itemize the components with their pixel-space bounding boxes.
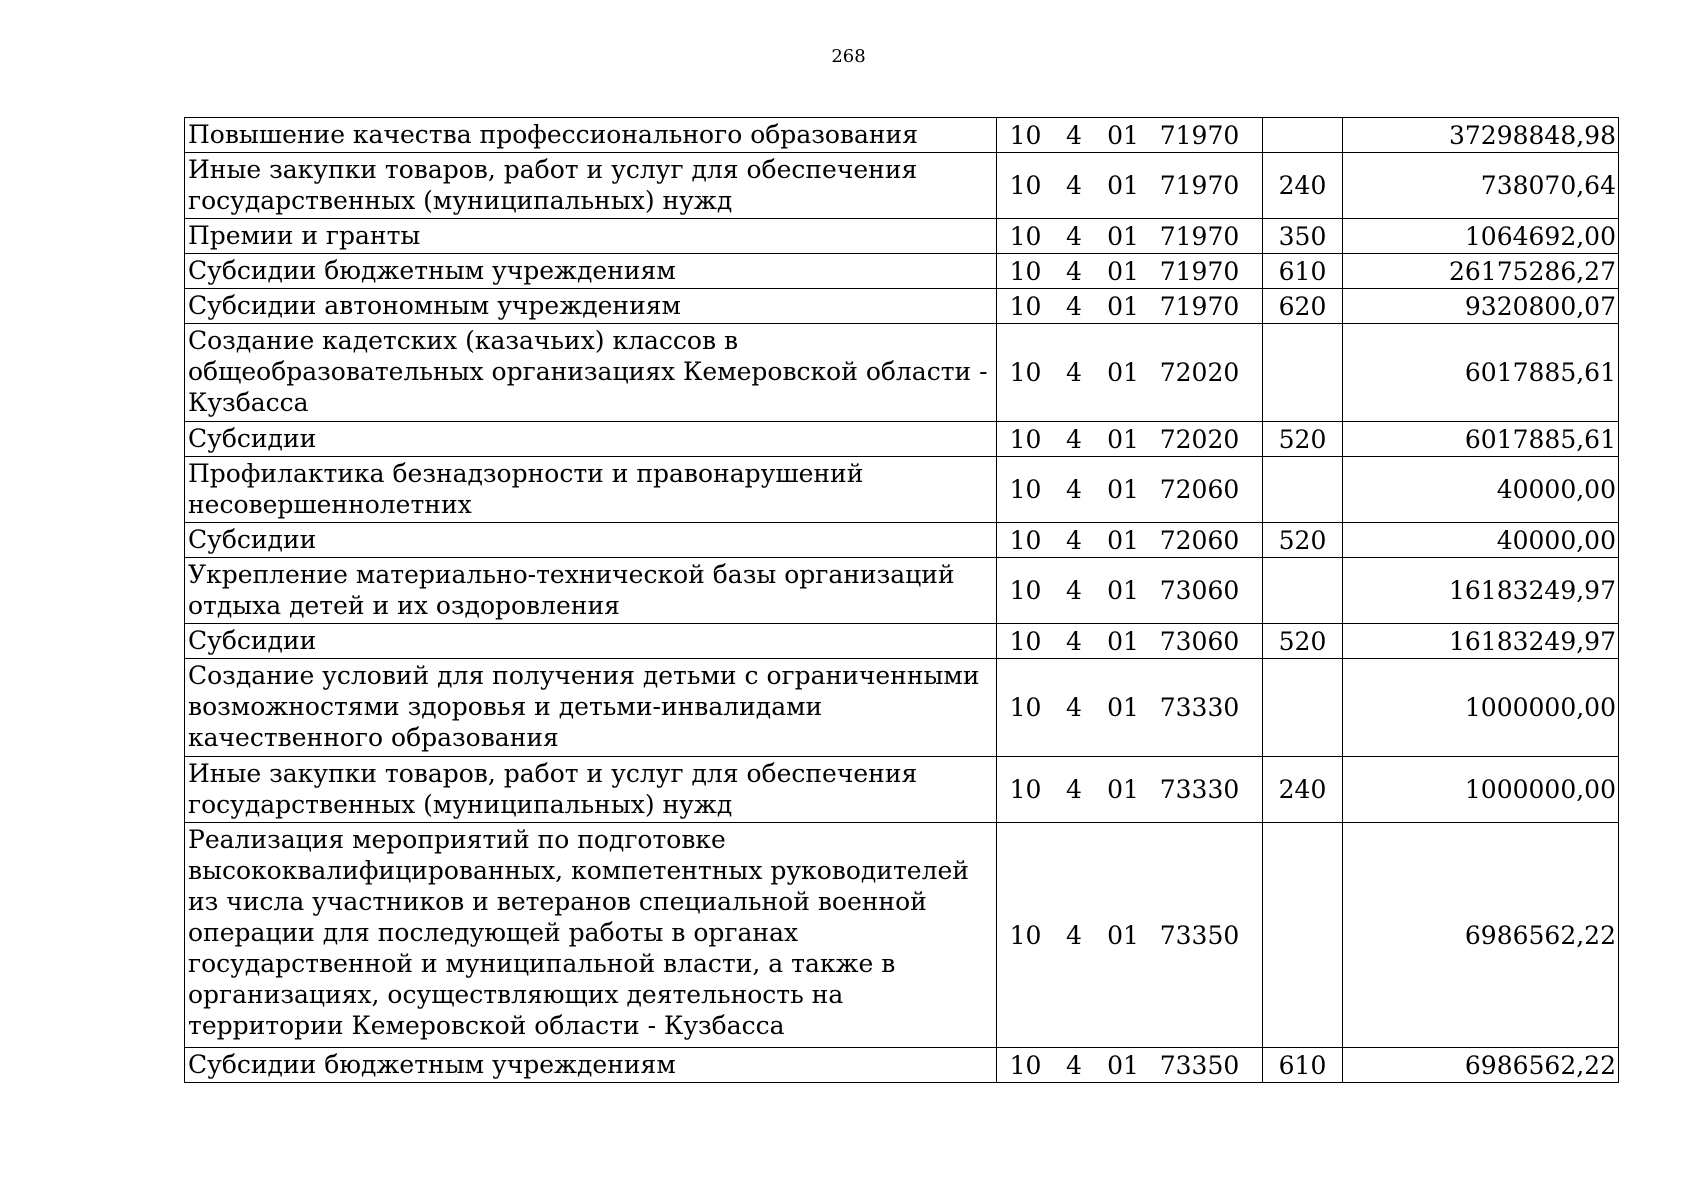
table-row — [185, 289, 1619, 324]
code-program: 4 — [1066, 775, 1082, 804]
code-direction: 73350 — [1159, 1050, 1240, 1080]
row-codes — [997, 289, 1263, 324]
row-amount: 1000000,00 — [1343, 659, 1619, 757]
row-codes — [997, 624, 1263, 659]
row-expense-type: 610 — [1263, 254, 1343, 289]
row-codes — [997, 523, 1263, 558]
row-name: Субсидии бюджетным учреждениям — [185, 1048, 997, 1083]
row-codes — [997, 422, 1263, 457]
row-amount: 37298848,98 — [1343, 118, 1619, 153]
row-amount: 16183249,97 — [1343, 558, 1619, 624]
code-section: 10 — [1009, 358, 1042, 387]
row-name: Создание кадетских (казачьих) классов в общеобразовательных организациях Кемеровской области - Кузбасса — [185, 324, 997, 422]
row-name: Субсидии автономным учреждениям — [185, 289, 997, 324]
code-program: 4 — [1066, 291, 1082, 321]
code-section: 10 — [1009, 424, 1042, 454]
code-program: 4 — [1066, 626, 1082, 656]
row-name: Иные закупки товаров, работ и услуг для обеспечения государственных (муниципальных) нужд — [185, 757, 997, 823]
code-section: 10 — [1009, 576, 1042, 605]
code-program: 4 — [1066, 693, 1082, 722]
row-expense-type: 520 — [1263, 523, 1343, 558]
code-subprogram: 01 — [1107, 1050, 1139, 1080]
budget-table — [184, 117, 1619, 1083]
code-direction: 72020 — [1159, 358, 1240, 387]
row-amount: 6986562,22 — [1343, 1048, 1619, 1083]
row-codes — [997, 457, 1263, 523]
row-amount: 6986562,22 — [1343, 823, 1619, 1048]
row-expense-type: 520 — [1263, 422, 1343, 457]
row-amount: 40000,00 — [1343, 457, 1619, 523]
code-subprogram: 01 — [1107, 358, 1139, 387]
row-name: Профилактика безнадзорности и правонарушений несовершеннолетних — [185, 457, 997, 523]
code-program: 4 — [1066, 424, 1082, 454]
row-name: Повышение качества профессионального образования — [185, 118, 997, 153]
row-amount: 16183249,97 — [1343, 624, 1619, 659]
row-expense-type — [1263, 324, 1343, 422]
row-expense-type: 620 — [1263, 289, 1343, 324]
row-codes — [997, 153, 1263, 219]
page-number: 268 — [831, 46, 866, 67]
code-section: 10 — [1009, 291, 1042, 321]
row-expense-type — [1263, 558, 1343, 624]
code-direction: 71970 — [1159, 120, 1240, 150]
row-expense-type: 520 — [1263, 624, 1343, 659]
code-section: 10 — [1009, 221, 1042, 251]
row-name: Укрепление материально-технической базы организаций отдыха детей и их оздоровления — [185, 558, 997, 624]
code-section: 10 — [1009, 626, 1042, 656]
code-subprogram: 01 — [1107, 120, 1139, 150]
code-direction: 71970 — [1159, 171, 1240, 200]
code-program: 4 — [1066, 920, 1082, 950]
code-section: 10 — [1009, 475, 1042, 504]
row-codes — [997, 324, 1263, 422]
code-section: 10 — [1009, 525, 1042, 555]
code-section: 10 — [1009, 1050, 1042, 1080]
code-subprogram: 01 — [1107, 256, 1139, 286]
row-amount: 6017885,61 — [1343, 324, 1619, 422]
table-row — [185, 118, 1619, 153]
row-name: Премии и гранты — [185, 219, 997, 254]
table-row — [185, 659, 1619, 757]
row-name: Иные закупки товаров, работ и услуг для обеспечения государственных (муниципальных) нужд — [185, 153, 997, 219]
table-row — [185, 523, 1619, 558]
code-subprogram: 01 — [1107, 920, 1139, 950]
row-codes — [997, 1048, 1263, 1083]
row-expense-type: 350 — [1263, 219, 1343, 254]
table-row — [185, 1048, 1619, 1083]
code-direction: 72020 — [1159, 424, 1240, 454]
row-name: Субсидии бюджетным учреждениям — [185, 254, 997, 289]
row-codes — [997, 254, 1263, 289]
row-expense-type — [1263, 659, 1343, 757]
row-codes — [997, 823, 1263, 1048]
table-row — [185, 324, 1619, 422]
code-subprogram: 01 — [1107, 291, 1139, 321]
code-section: 10 — [1009, 256, 1042, 286]
row-amount: 1000000,00 — [1343, 757, 1619, 823]
row-amount: 26175286,27 — [1343, 254, 1619, 289]
row-expense-type: 240 — [1263, 153, 1343, 219]
code-program: 4 — [1066, 475, 1082, 504]
code-program: 4 — [1066, 221, 1082, 251]
row-expense-type — [1263, 118, 1343, 153]
table-row — [185, 219, 1619, 254]
code-subprogram: 01 — [1107, 525, 1139, 555]
code-program: 4 — [1066, 1050, 1082, 1080]
table-row — [185, 153, 1619, 219]
code-subprogram: 01 — [1107, 171, 1139, 200]
table-row — [185, 624, 1619, 659]
row-codes — [997, 757, 1263, 823]
row-amount: 40000,00 — [1343, 523, 1619, 558]
row-expense-type: 240 — [1263, 757, 1343, 823]
code-subprogram: 01 — [1107, 475, 1139, 504]
budget-table-body — [185, 118, 1619, 1083]
row-codes — [997, 659, 1263, 757]
code-section: 10 — [1009, 693, 1042, 722]
code-subprogram: 01 — [1107, 626, 1139, 656]
code-direction: 71970 — [1159, 221, 1240, 251]
code-direction: 71970 — [1159, 256, 1240, 286]
code-direction: 72060 — [1159, 525, 1240, 555]
row-amount: 738070,64 — [1343, 153, 1619, 219]
row-codes — [997, 219, 1263, 254]
code-direction: 73330 — [1159, 775, 1240, 804]
code-section: 10 — [1009, 920, 1042, 950]
code-section: 10 — [1009, 775, 1042, 804]
row-expense-type — [1263, 457, 1343, 523]
row-amount: 6017885,61 — [1343, 422, 1619, 457]
code-program: 4 — [1066, 358, 1082, 387]
row-expense-type — [1263, 823, 1343, 1048]
code-direction: 71970 — [1159, 291, 1240, 321]
table-row — [185, 558, 1619, 624]
code-direction: 73350 — [1159, 920, 1240, 950]
code-program: 4 — [1066, 256, 1082, 286]
code-program: 4 — [1066, 525, 1082, 555]
row-name: Создание условий для получения детьми с ограниченными возможностями здоровья и детьми-инвалидами качественного образования — [185, 659, 997, 757]
code-program: 4 — [1066, 120, 1082, 150]
row-name: Реализация мероприятий по подготовке высококвалифицированных, компетентных руководителей из числа участников и ветеранов специальной военной операции для последующей работы в органах государственной и муниципальной власти, а также в организациях, осуществляющих деятельность на территории Кемеровской области - Кузбасса — [185, 823, 997, 1048]
code-subprogram: 01 — [1107, 221, 1139, 251]
code-subprogram: 01 — [1107, 693, 1139, 722]
row-name: Субсидии — [185, 422, 997, 457]
code-section: 10 — [1009, 120, 1042, 150]
table-row — [185, 254, 1619, 289]
code-direction: 73060 — [1159, 576, 1240, 605]
code-direction: 73330 — [1159, 693, 1240, 722]
row-amount: 9320800,07 — [1343, 289, 1619, 324]
table-row — [185, 457, 1619, 523]
code-direction: 73060 — [1159, 626, 1240, 656]
code-program: 4 — [1066, 576, 1082, 605]
row-expense-type: 610 — [1263, 1048, 1343, 1083]
row-codes — [997, 558, 1263, 624]
code-subprogram: 01 — [1107, 576, 1139, 605]
row-name: Субсидии — [185, 523, 997, 558]
table-row — [185, 422, 1619, 457]
code-section: 10 — [1009, 171, 1042, 200]
table-row — [185, 823, 1619, 1048]
code-program: 4 — [1066, 171, 1082, 200]
code-direction: 72060 — [1159, 475, 1240, 504]
row-name: Субсидии — [185, 624, 997, 659]
row-codes — [997, 118, 1263, 153]
row-amount: 1064692,00 — [1343, 219, 1619, 254]
code-subprogram: 01 — [1107, 775, 1139, 804]
table-row — [185, 757, 1619, 823]
code-subprogram: 01 — [1107, 424, 1139, 454]
